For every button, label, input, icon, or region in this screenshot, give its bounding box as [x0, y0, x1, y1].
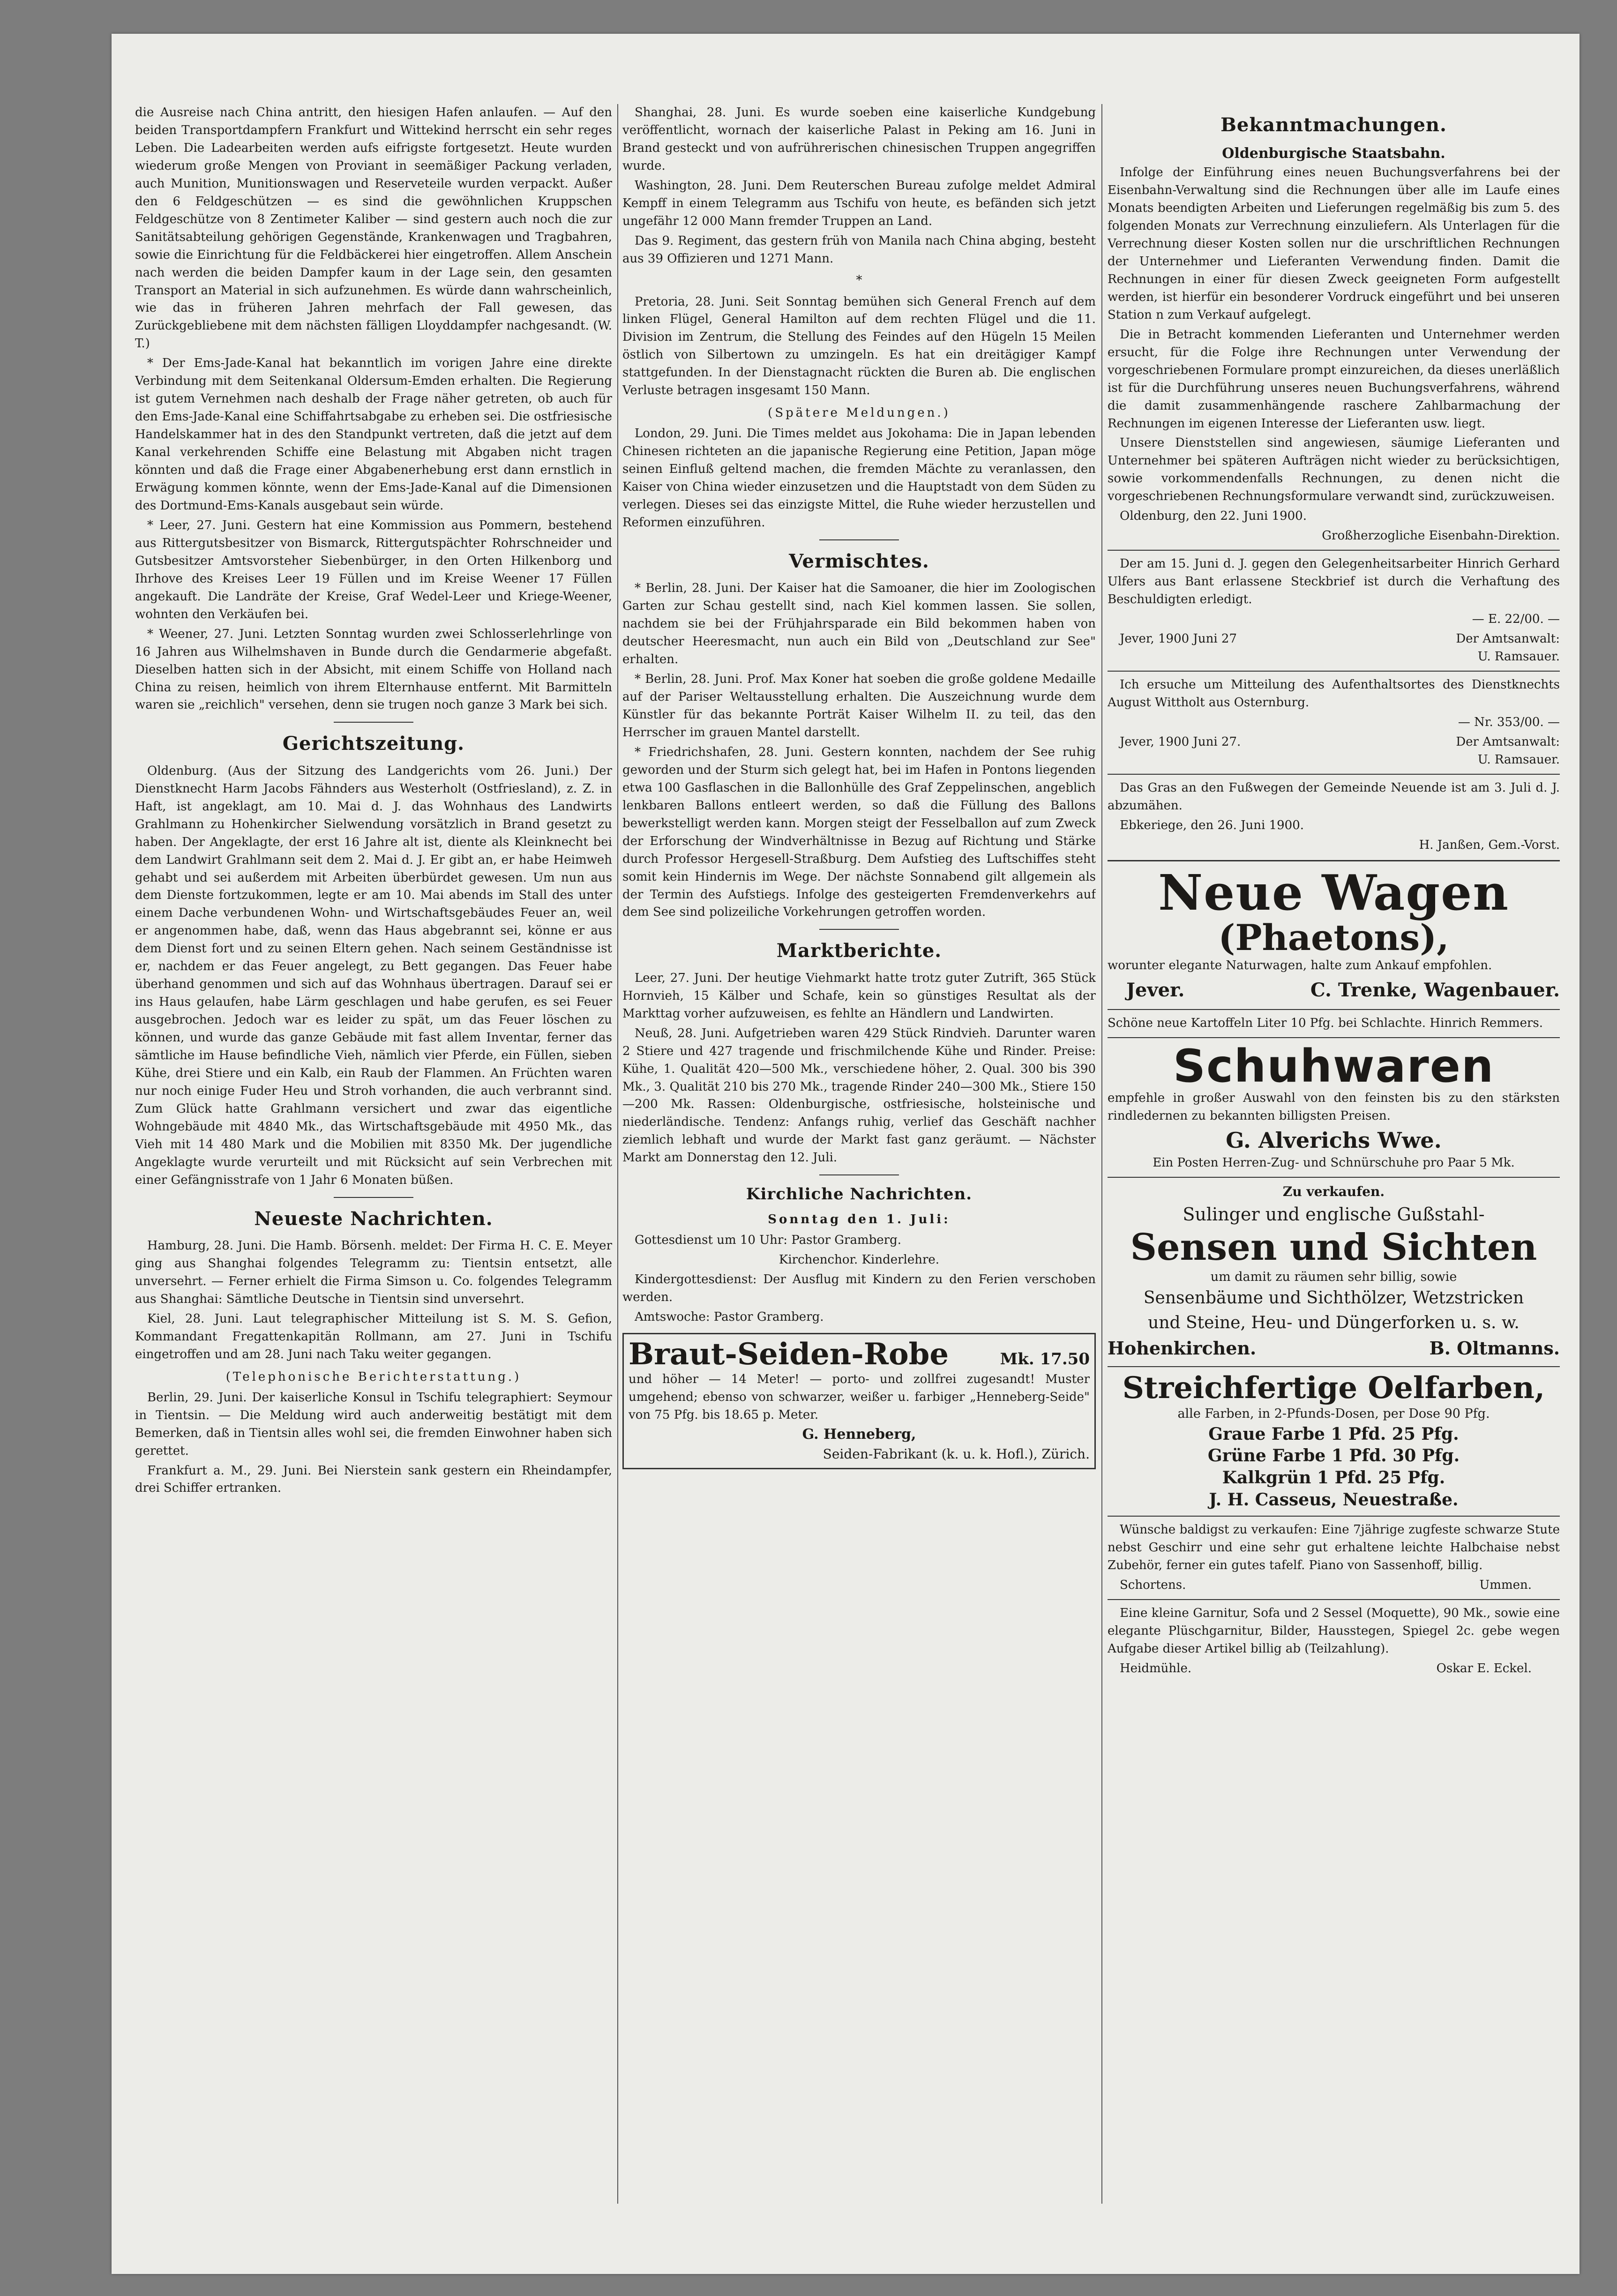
advertisement-schuhwaren [1108, 1040, 1560, 1172]
advertisement-stute: Wünsche baldigst zu verkaufen: Eine 7jährige zugfeste schwarze Stute nebst Geschirr und eine sehr gut erhaltene leichte Halbchaise nebst Zubehör, ferner ein gutes tafelf. Piano von Sassenhoff, billig. [1108, 1522, 1560, 1572]
ad-text: worunter elegante Naturwagen, halte zum Ankauf empfohlen. [1108, 958, 1492, 973]
column-divider [1101, 104, 1102, 2204]
article-berlin-koner: * Berlin, 28. Juni. Prof. Max Koner hat soeben die große goldene Medaille auf der Pariser Weltausstellung erhalten. Die Auszeichnung wurde dem Künstler für das bekannte Porträt Kaiser Wilhelm II. zu teil, das den Herrscher im grauen Mantel darstellt. [622, 672, 1096, 740]
ad-text: empfehle in großer Auswahl von den feinsten bis zu den stärksten rindledernen zu bekannten billigsten Preisen. [1108, 1091, 1560, 1123]
divider [1108, 1037, 1560, 1038]
advertisement-sensen [1108, 1182, 1560, 1361]
advertisement-oelfarben [1108, 1372, 1560, 1511]
ad-line: Sensenbäume und Sichthölzer, Wetzstricken [1143, 1288, 1524, 1308]
church-item: Gottesdienst um 10 Uhr: Pastor Gramberg. [635, 1233, 902, 1247]
divider [1108, 774, 1560, 775]
subheading-telephonisch: (Telephonische Berichterstattung.) [225, 1369, 522, 1384]
divider [1108, 1009, 1560, 1010]
ad-place: Hohenkirchen. [1108, 1338, 1257, 1359]
article-regiment: Das 9. Regiment, das gestern früh von Manila nach China abging, besteht aus 39 Offizieren und 1271 Mann. [622, 233, 1096, 266]
notice-date: Oldenburg, den 22. Juni 1900. [1120, 509, 1307, 524]
ad-pre-title: Sulinger und englische Gußstahl- [1183, 1204, 1485, 1225]
ad-place: Heidmühle. [1120, 1661, 1192, 1675]
article-weener: * Weener, 27. Juni. Letzten Sonntag wurden zwei Schlosserlehrlinge von 16 Jahren aus Wilhelmshaven in Bunde durch die Gendarmerie abgefaßt. Dieselben hatten sich in der Absicht, mit einem Schiffe von Holland nach China zu reisen, heimlich von ihrem Elternhause entfernt. Mit Barmitteln waren sie „reichlich" versehen, denn sie trugen noch ganze 3 Mark bei sich. [135, 627, 612, 712]
ad-title: Schuhwaren [1173, 1040, 1495, 1092]
article-pretoria: Pretoria, 28. Juni. Seit Sonntag bemühen sich General French auf dem linken Flügel, General Hamilton auf dem rechten Flügel und die 11. Division im Zentrum, die Stellung des Feindes auf den Hügeln 15 Meilen östlich von Silbertown zu umzingeln. Es hat ein dreitägiger Kampf stattgefunden. In der Dienstagnacht rückten die Buren ab. Die englischen Verluste betragen insgesamt 150 Mann. [622, 294, 1096, 398]
church-item: Kindergottesdienst: Der Ausflug mit Kindern zu den Ferien verschoben werden. [622, 1272, 1096, 1304]
ad-firm-detail: Seiden-Fabrikant (k. u. k. Hofl.), Zürich. [823, 1446, 1090, 1462]
notice-steckbrief: Der am 15. Juni d. J. gegen den Gelegenheitsarbeiter Hinrich Gerhard Ulfers aus Bant erlassene Steckbrief ist durch die Verhaftung des Beschuldigten erledigt. [1108, 557, 1560, 607]
notice-signature: H. Janßen, Gem.-Vorst. [1419, 838, 1560, 852]
article-markt-neuss: Neuß, 28. Juni. Aufgetrieben waren 429 Stück Rindvieh. Darunter waren 2 Stiere und 427 tragende und frischmilchende Kühe und Rinder. Preise: Kühe, 1. Qualität 420—500 Mk., verschiedene höher, 2. Qual. 300 bis 390 Mk., 3. Qualität 210 bis 270 Mk., tragende Rinder 240—300 Mk., Stiere 150—200 Mk. Rassen: Oldenburgische, ostfriesische, holsteinische und niederländische. Tendenz: Anfangs ruhig, verlief das Geschäft nachher ziemlich lebhaft und wurde der Markt fast ganz geräumt. — Nächster Markt am Donnerstag den 12. Juli. [622, 1026, 1096, 1165]
article-washington: Washington, 28. Juni. Dem Reuterschen Bureau zufolge meldet Admiral Kempff in einem Telegramm aus Tschifu von heute, es befänden sich jetzt ungefähr 12 000 Mann fremder Truppen an Land. [622, 178, 1096, 228]
divider [1108, 1366, 1560, 1367]
notice-signature: U. Ramsauer. [1477, 752, 1560, 767]
divider [1108, 1599, 1560, 1600]
ad-place: Jever. [1126, 979, 1185, 1002]
ad-firm: J. H. Casseus, Neuestraße. [1209, 1490, 1459, 1510]
church-item: Kirchenchor. Kinderlehre. [779, 1252, 940, 1267]
section-heading-vermischtes: Vermischtes. [789, 550, 929, 572]
divider [1108, 860, 1560, 861]
ad-firm: G. Henneberg, [802, 1426, 916, 1443]
article-shanghai: Shanghai, 28. Juni. Es wurde soeben eine kaiserliche Kundgebung veröffentlicht, wornach der kaiserliche Palast in Peking am 16. Juni in Brand gesteckt und von aufrührerischen chinesischen Truppen angegriffen wurde. [622, 105, 1096, 173]
column-middle [622, 104, 1096, 2204]
ad-name: Oskar E. Eckel. [1436, 1661, 1532, 1675]
article-oldenburg-gericht: Oldenburg. (Aus der Sitzung des Landgerichts vom 26. Juni.) Der Dienstknecht Harm Jacobs Fähnders aus Westerholt (Ostfriesland), z. Z. in Haft, ist angeklagt, am 10. Mai d. J. das Wohnhaus des Landwirts Grahlmann zu Hohenkircher Sielwendung vorsätzlich in Brand gesetzt zu haben. Der Angeklagte, der erst 16 Jahre alt ist, diente als Kleinknecht bei dem Landwirt Grahlmann seit dem 2. Mai d. J. Er gibt an, er habe Heimweh gehabt und sei außerdem mit Arbeiten überbürdet gewesen. Um nun aus dem Dienste fortzukommen, legte er am 10. Mai abends im Stall des unter einem Dache verbundenen Wohn- und Wirtschaftsgebäudes Feuer an, weil er angenommen habe, daß, wenn das Haus abgebrannt sei, könne er aus dem Dienst fort und zu seinen Eltern gehen. Nach seinem Geständnisse ist er, nachdem er das Feuer angelegt, zu Bett gegangen. Das Feuer habe überhand genommen und sich auf das Wohnhaus übertragen. Darauf sei er ins Haus gelaufen, habe Lärm geschlagen und habe gerufen, es sei Feuer ausgebrochen. Jedoch war es leider zu spät, um das Feuer löschen zu können, und wurde das ganze Gebäude mit fast allem Inventar, ferner das sämtliche im Hause befindliche Vieh, nämlich vier Pferde, ein Füllen, sieben Kühe, drei Stiere und ein Kalb, ein Raub der Flammen. An Früchten waren nur noch einige Fuder Heu und Stroh vorhanden, die auch verbrannt sind. Zum Glück hatte Grahlmann versichert und zwar das eigentliche Wohngebäude mit 4840 Mk., das Wirtschaftsgebäude mit 4950 Mk., das Vieh mit 14 480 Mark und die Mobilien mit 8350 Mk. Der jugendliche Angeklagte wurde verurteilt und mit Rücksicht auf sein Verbrechen mit einer Gefängnisstrafe von 1 Jahr 6 Monaten büßen. [135, 763, 612, 1187]
ad-text: um damit zu räumen sehr billig, sowie [1210, 1269, 1457, 1284]
advertisement-kartoffeln: Schöne neue Kartoffeln Liter 10 Pfg. bei Schlachte. Hinrich Remmers. [1108, 1016, 1543, 1030]
ad-text: und höher — 14 Meter! — porto- und zollfrei zugesandt! Muster umgehend; ebenso von schwarzer, weißer u. farbiger „Henneberg-Seide" von 75 Pfg. bis 18.65 p. Meter. [629, 1372, 1090, 1422]
article-ems-jade-kanal: * Der Ems-Jade-Kanal hat bekanntlich im vorigen Jahre eine direkte Verbindung mit dem Seitenkanal Oldersum-Emden erhalten. Die Regierung ist gutem Vernehmen nach deshalb der Frage näher getreten, ob auch für den Ems-Jade-Kanal eine Schiffahrtsabgabe zu erheben sei. Die ostfriesische Handelskammer hat in des den Standpunkt vertreten, daß die jetzt auf dem Kanal verkehrenden Schiffe eine Belastung mit Abgaben nicht tragen könnten und daß die Frage einer Abgabenerhebung erst dann ernstlich in Erwägung kommen könnte, wenn der Ems-Jade-Kanal auf die Dimensionen des Dortmund-Ems-Kanals ausgebaut sein würde. [135, 356, 612, 513]
section-heading-kirchliche-nachrichten: Kirchliche Nachrichten. [746, 1185, 973, 1204]
column-divider [617, 104, 618, 2204]
ad-offer: Ein Posten Herren-Zug- und Schnürschuhe pro Paar 5 Mk. [1153, 1155, 1515, 1170]
divider [1108, 550, 1560, 551]
advertisement-henneberg [622, 1333, 1096, 1469]
divider [1108, 1516, 1560, 1517]
notice-date: Ebkeriege, den 26. Juni 1900. [1120, 818, 1304, 832]
notice-signature: U. Ramsauer. [1477, 649, 1560, 664]
article-china-transport: die Ausreise nach China antritt, den hiesigen Hafen anlaufen. — Auf den beiden Transportdampfern Frankfurt und Wittekind herrscht ein sehr reges Leben. Die Ladearbeiten werden aufs eifrigste fortgesetzt. Heute wurden wiederum große Mengen von Proviant in seemäßiger Packung verladen, auch Munition, Munitionswagen und Reserveteile wurden verpackt. Außer den 6 Feldgeschützen — es sind die gewöhnlichen Kruppschen Feldgeschütze von 8 Zentimeter Kaliber — sind gestern auch noch die zur Sanitätsabteilung gehörigen Gegenstände, Krankenwagen und Tragbahren, sowie die Einrichtung für die Feldbäckerei hier eingetroffen. Allem Anschein nach werden die beiden Dampfer kaum in der Lage sein, den gesamten Transport an Material in sich aufzunehmen. Es würde dann wahrscheinlich, wie das in früheren Jahren mehrfach der Fall gewesen, das Zurückgebliebene mit dem nächsten fälligen Lloyddampfer nachgesandt. (W. T.) [135, 105, 612, 351]
article-frankfurt: Frankfurt a. M., 29. Juni. Bei Nierstein sank gestern ein Rheindampfer, drei Schiffer ertranken. [135, 1463, 612, 1496]
divider [1108, 671, 1560, 672]
section-heading-bekanntmachungen: Bekanntmachungen. [1220, 114, 1447, 136]
church-item: Amtswoche: Pastor Gramberg. [635, 1309, 824, 1324]
section-heading-marktberichte: Marktberichte. [776, 940, 942, 962]
divider [819, 929, 899, 930]
notice-aufenthalt: Ich ersuche um Mitteilung des Aufenthaltsortes des Dienstknechts August Wittholt aus Osternburg. [1108, 677, 1560, 710]
notice-signature: Großherzogliche Eisenbahn-Direktion. [1322, 529, 1560, 543]
section-heading-gerichtszeitung: Gerichtszeitung. [282, 733, 465, 755]
ad-price: Mk. 17.50 [1000, 1349, 1090, 1369]
notice-issuer: Oldenburgische Staatsbahn. [1222, 145, 1445, 162]
advertisement-wagen [1108, 863, 1560, 1004]
advertisement-garnitur: Eine kleine Garnitur, Sofa und 2 Sessel (Moquette), 90 Mk., sowie eine elegante Plüschgarnitur, Bilder, Hausstegen, Spiegel 2c. gebe wegen Aufgabe dieser Artikel billig ab (Teilzahlung). [1108, 1606, 1560, 1656]
ad-firm: B. Oltmanns. [1429, 1338, 1560, 1359]
notice-date: Jever, 1900 Juni 27 [1120, 632, 1237, 646]
ad-subtitle: (Phaetons), [1218, 916, 1449, 958]
ad-title: Streichfertige Oelfarben, [1122, 1370, 1545, 1406]
article-berlin-samoaner: * Berlin, 28. Juni. Der Kaiser hat die Samoaner, die hier im Zoologischen Garten zur Schau gestellt sind, nach Kiel kommen lassen. Sie sollen, nachdem sie bei der Frühjahrsparade ein Bild bekommen haben von deutscher Heeresmacht, nun auch ein Bild von „Deutschland zur See" erhalten. [622, 581, 1096, 667]
divider [1108, 1177, 1560, 1178]
notice-gras: Das Gras an den Fußwegen der Gemeinde Neuende ist am 3. Juli d. J. abzumähen. [1108, 780, 1560, 813]
notice-paragraph: Die in Betracht kommenden Lieferanten und Unternehmer werden ersucht, für die Folge ihre Rechnungen unter Verwendung der vorgeschriebenen Formulare prompt einzureichen, da dieses unerläßlich ist für die Durchführung unseres neuen Buchungsverfahrens, während die damit zusammenhängende raschere Zahlbarmachung der Rechnungen im eigenen Interesse der Lieferanten usw. liegt. [1108, 327, 1560, 431]
article-hamburg: Hamburg, 28. Juni. Die Hamb. Börsenh. meldet: Der Firma H. C. E. Meyer ging aus Shanghai folgendes Telegramm zu: Tientsin entsetzt, alle unversehrt. — Ferner erhielt die Firma Simson u. Co. folgendes Telegramm aus Shanghai: Sämtliche Deutsche in Tientsin sind unversehrt. [135, 1239, 612, 1306]
newspaper-page [112, 34, 1580, 2274]
divider [819, 539, 899, 540]
ad-firm: C. Trenke, Wagenbauer. [1310, 979, 1560, 1002]
church-date: Sonntag den 1. Juli: [768, 1212, 951, 1227]
ad-name: Ummen. [1479, 1578, 1532, 1592]
divider [334, 722, 413, 723]
column-right [1108, 104, 1560, 2204]
divider [819, 1174, 899, 1175]
subheading-spaetere-meldungen: (Spätere Meldungen.) [768, 406, 951, 420]
article-friedrichshafen: * Friedrichshafen, 28. Juni. Gestern konnten, nachdem der See ruhig geworden und der Sturm sich gelegt hat, bei im Hafen in Pontons liegenden etwa 100 Gasflaschen in die Ballonhülle des Graf Zeppelinschen, angeblich lenkbaren Ballons entleert werden, so daß die Füllung des Ballons bewerkstelligt werden kann. Morgen steigt der Fesselballon auf zum Zweck der Erforschung der Windverhältnisse in Bezug auf Richtung und Stärke durch Professor Hergesell-Straßburg. Dem Aufstieg des Luftschiffes steht somit kein Hindernis im Wege. Der nächste Sonnabend gilt allgemein als der Termin des Aufstiegs. Infolge des gesteigerten Fremdenverkehrs auf dem See sind polizeiliche Vorkehrungen getroffen worden. [622, 745, 1096, 920]
notice-paragraph: Unsere Dienststellen sind angewiesen, säumige Lieferanten und Unternehmer bei späteren Aufträgen nicht wieder zu berücksichtigen, sowie vorkommendenfalls Rechnungen, zu denen nicht die vorgeschriebenen Rechnungsformulare verwandt sind, zurückzuweisen. [1108, 436, 1560, 504]
article-leer-kommission: * Leer, 27. Juni. Gestern hat eine Kommission aus Pommern, bestehend aus Rittergutsbesitzer von Bismarck, Rittergutspächter Rohrschneider und Gutsbesitzer Amtsvorsteher Siebenbürger, in den Orten Hilkenborg und Ihrhove des Kreises Leer 19 Füllen und im Kreise Weener 17 Füllen angekauft. Die Landräte der Kreise, Graf Wedel-Leer und Kriege-Weener, wohnten den Verkäufen bei. [135, 518, 612, 621]
article-berlin-konsul: Berlin, 29. Juni. Der kaiserliche Konsul in Tschifu telegraphiert: Seymour in Tientsin. — Die Meldung wird auch anderweitig bestätigt mit dem Bemerken, daß in Tientsin alles wohl sei, die fremden Einwohner haben sich gerettet. [135, 1390, 612, 1458]
ad-text: alle Farben, in 2-Pfunds-Dosen, per Dose 90 Pfg. [1177, 1406, 1490, 1421]
article-markt-leer: Leer, 27. Juni. Der heutige Viehmarkt hatte trotz guter Zutrift, 365 Stück Hornvieh, 15 Kälber und Schafe, kein so günstiges Resultat als der Markttag vorher aufzuweisen, es fehlte an Händlern und Landwirten. [622, 971, 1096, 1021]
ad-line: und Steine, Heu- und Düngerforken u. s. w. [1148, 1313, 1520, 1332]
ad-price-line: Graue Farbe 1 Pfd. 25 Pfg. [1208, 1424, 1459, 1444]
ad-heading: Zu verkaufen. [1282, 1183, 1385, 1199]
notice-date: Jever, 1900 Juni 27. [1120, 734, 1241, 749]
section-heading-neueste-nachrichten: Neueste Nachrichten. [254, 1207, 493, 1230]
article-london: London, 29. Juni. Die Times meldet aus Jokohama: Die in Japan lebenden Chinesen richteten an die japanische Regierung eine Petition, Japan möge seinen Einfluß geltend machen, die fremden Mächte zu veranlassen, den Kaiser von China wieder einzusetzen und die Hauptstadt von dem Süden zu verlegen. Dieses sei das einzigste Mittel, die Ruhe wieder herzustellen und Reformen einzuführen. [622, 426, 1096, 530]
ad-price-line: Kalkgrün 1 Pfd. 25 Pfg. [1222, 1468, 1445, 1488]
ad-place: Schortens. [1120, 1578, 1186, 1592]
divider [334, 1197, 413, 1198]
article-kiel: Kiel, 28. Juni. Laut telegraphischer Mitteilung ist S. M. S. Gefion, Kommandant Fregattenkapitän Rollmann, am 27. Juni in Tschifu eingetroffen und am 28. Juni nach Taku weiter gegangen. [135, 1311, 612, 1361]
notice-paragraph: Infolge der Einführung eines neuen Buchungsverfahrens bei der Eisenbahn-Verwaltung sind die Rechnungen über alle im Laufe eines Monats beendigten Arbeiten und Lieferungen regelmäßig bis zum 5. des folgenden Monats zur Verrechnung einzuliefern. Als Unterlagen für die Verrechnung dieser Kosten sollen nur die urschriftlichen Rechnungen der Unternehmer und Lieferanten Verwendung finden. Damit die Rechnungen in einer für diesen Zweck geeigneten Form aufgestellt werden, ist hierfür ein besonderer Vordruck eingeführt und bei unseren Station n zum Verkauf aufgelegt. [1108, 165, 1560, 322]
ad-title: Braut-Seiden-Robe [629, 1336, 949, 1372]
ad-price-line: Grüne Farbe 1 Pfd. 30 Pfg. [1207, 1446, 1460, 1466]
notice-reference: — E. 22/00. — [1472, 612, 1560, 627]
notice-reference: — Nr. 353/00. — [1458, 715, 1560, 729]
column-left [135, 104, 612, 2204]
ad-title: Sensen und Sichten [1130, 1226, 1537, 1269]
notice-role: Der Amtsanwalt: [1456, 734, 1560, 749]
ad-firm: G. Alverichs Wwe. [1226, 1128, 1442, 1153]
asterisk-divider: * [856, 273, 862, 287]
ad-title: Neue Wagen [1158, 863, 1509, 921]
notice-role: Der Amtsanwalt: [1456, 632, 1560, 646]
